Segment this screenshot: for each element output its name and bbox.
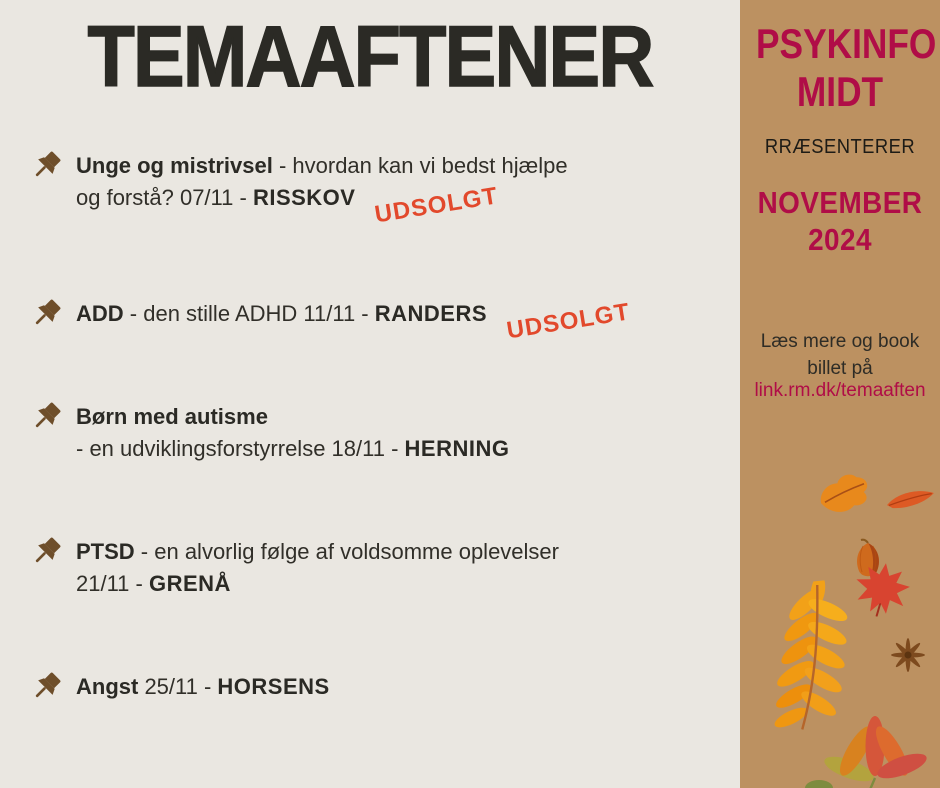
twig-leaf-image bbox=[883, 481, 936, 522]
soldout-stamp: UDSOLGT bbox=[373, 182, 501, 229]
brand-name bbox=[756, 20, 937, 116]
pushpin-icon bbox=[28, 669, 64, 705]
maple-leaf-image bbox=[849, 557, 915, 625]
event-city: RANDERS bbox=[374, 301, 488, 326]
event-item-angst bbox=[28, 671, 330, 705]
event-city: RISSKOV bbox=[252, 185, 356, 210]
brand-line-1: PSYKINFO bbox=[756, 20, 937, 67]
event-text: og forstå? 07/11 - bbox=[76, 185, 253, 210]
pushpin-icon bbox=[28, 534, 64, 570]
autumn-leaf-cluster-image bbox=[803, 692, 933, 788]
month-line-1: NOVEMBER bbox=[757, 185, 923, 220]
event-title: ADD bbox=[76, 301, 124, 326]
event-title: Børn med autisme bbox=[76, 404, 268, 429]
event-text: - hvordan kan vi bedst hjælpe bbox=[272, 153, 568, 178]
event-title: Angst bbox=[76, 674, 139, 699]
event-title: Unge og mistrivsel bbox=[76, 153, 273, 178]
event-city: HERNING bbox=[404, 436, 510, 461]
pushpin-icon bbox=[28, 399, 64, 435]
event-text: - den stille ADHD 11/11 - bbox=[123, 301, 375, 326]
booking-info-line-2: billet på bbox=[807, 358, 873, 379]
star-anise-image bbox=[888, 636, 928, 679]
event-text: 21/11 - bbox=[76, 571, 149, 596]
pushpin-icon bbox=[28, 296, 64, 332]
event-item-unge-og-mistrivsel bbox=[28, 150, 568, 229]
event-title: PTSD bbox=[76, 539, 135, 564]
event-city: GRENÅ bbox=[148, 571, 231, 596]
month-label bbox=[750, 184, 930, 258]
month-line-2: 2024 bbox=[808, 222, 872, 257]
brand-line-2: MIDT bbox=[796, 68, 884, 115]
event-item-ptsd bbox=[28, 536, 559, 600]
oak-leaf-image bbox=[811, 465, 878, 527]
event-item-boern-med-autisme bbox=[28, 401, 509, 465]
event-item-add bbox=[28, 298, 632, 345]
event-text: 25/11 - bbox=[138, 674, 218, 699]
event-city: HORSENS bbox=[217, 674, 330, 699]
event-text: - en alvorlig følge af voldsomme oplevelser bbox=[134, 539, 559, 564]
pushpin-icon bbox=[28, 148, 64, 184]
sidebar bbox=[740, 0, 940, 788]
soldout-stamp: UDSOLGT bbox=[504, 298, 632, 345]
page-title: TEMAAFTENER bbox=[87, 9, 653, 105]
presents-label: RRÆSENTERER bbox=[764, 136, 916, 158]
booking-info-line-1: Læs mere og book bbox=[760, 331, 920, 352]
booking-link[interactable]: link.rm.dk/temaaften bbox=[754, 380, 926, 401]
event-text: - en udviklingsforstyrrelse 18/11 - bbox=[76, 436, 405, 461]
booking-info bbox=[740, 328, 940, 382]
